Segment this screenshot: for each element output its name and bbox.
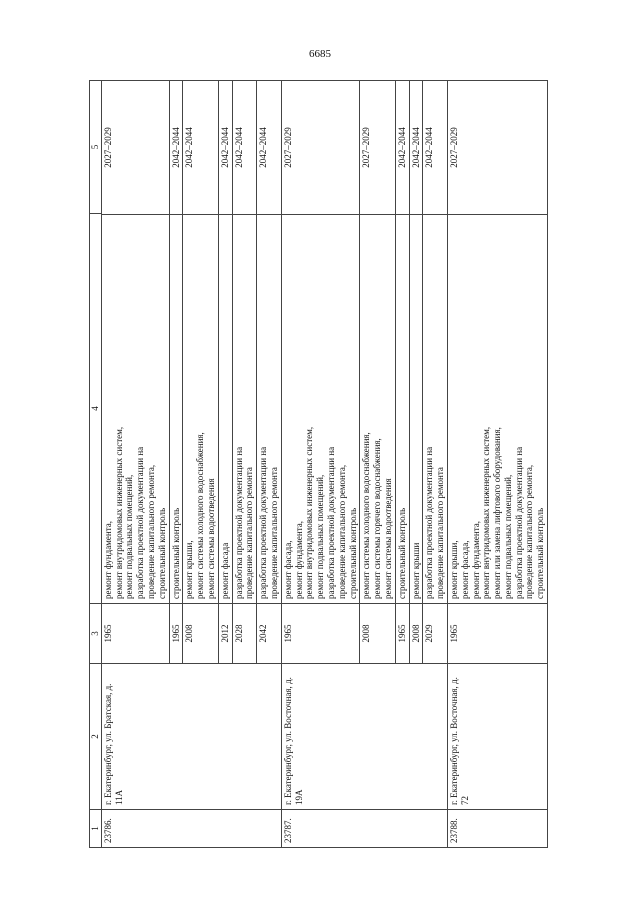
- work-item: ремонт крыши,: [184, 540, 195, 599]
- repair-period-cell: 2042–2044: [396, 127, 407, 168]
- work-block: [359, 81, 394, 663]
- construction-year-cell: 1965: [448, 603, 547, 663]
- works-list-cell: [360, 214, 394, 603]
- works-list-cell: [102, 214, 169, 603]
- column-number-row: [90, 81, 102, 848]
- work-item: разработка проектной документации на: [135, 446, 146, 599]
- work-block: [448, 81, 547, 663]
- works-group: [101, 81, 281, 664]
- table-row: [101, 81, 281, 848]
- repair-period-cell: 2042–2044: [410, 127, 421, 168]
- works-list-cell: [410, 214, 423, 603]
- work-item: ремонт крыши,: [448, 540, 459, 599]
- work-item: проведение капитального ремонта,: [524, 464, 535, 599]
- work-item: ремонт системы горячего водоснабжения,: [372, 438, 383, 599]
- address-cell: г. Екатеринбург, ул. Братская, д. 11А: [101, 664, 281, 810]
- rotated-table-frame: [89, 81, 579, 848]
- capital-repair-table: [89, 80, 548, 848]
- work-block: [422, 81, 447, 663]
- work-item: ремонт фасада,: [459, 540, 470, 599]
- construction-year-cell: 2028: [233, 603, 257, 663]
- work-item: строительный контроль: [535, 507, 546, 599]
- work-item: ремонт подвальных помещений,: [124, 474, 135, 599]
- table-row: [281, 81, 447, 848]
- repair-period-cell: 2042–2044: [170, 127, 181, 168]
- works-list-cell: [257, 214, 281, 603]
- construction-year-cell: 2012: [219, 603, 232, 663]
- repair-period-cell: 2027–2029: [448, 127, 459, 168]
- construction-year-cell: 1965: [396, 603, 409, 663]
- works-list-cell: [423, 214, 447, 603]
- page-number: 6685: [309, 48, 331, 60]
- work-item: ремонт крыши: [410, 542, 421, 599]
- works-group: [447, 81, 547, 664]
- work-item: строительный контроль: [347, 507, 358, 599]
- construction-year-cell: 2029: [423, 603, 447, 663]
- work-block: [395, 81, 409, 663]
- column-number: 2: [90, 664, 102, 810]
- column-number: 1: [90, 810, 102, 848]
- work-item: ремонт подвальных помещений,: [315, 474, 326, 599]
- table-row: [447, 81, 547, 848]
- work-item: ремонт системы холодного водоснабжения,: [361, 432, 372, 599]
- construction-year-cell: 2008: [360, 603, 394, 663]
- work-item: ремонт системы холодного водоснабжения,: [195, 432, 206, 599]
- works-group: [281, 81, 447, 664]
- work-item: строительный контроль: [396, 507, 407, 599]
- works-list-cell: [219, 214, 232, 603]
- construction-year-cell: 1965: [170, 603, 183, 663]
- works-list-cell: [170, 214, 183, 603]
- work-item: строительный контроль: [156, 507, 167, 599]
- work-block: [182, 81, 217, 663]
- work-item: разработка проектной документации на: [424, 446, 435, 599]
- address-cell: г. Екатеринбург, ул. Восточная, д. 19А: [281, 664, 447, 810]
- work-item: ремонт системы водоотведения: [205, 478, 216, 599]
- work-item: ремонт или замена лифтового оборудования,: [492, 427, 503, 599]
- repair-period-cell: 2042–2044: [424, 127, 435, 168]
- work-item: разработка проектной документации на: [233, 446, 244, 599]
- work-item: строительный контроль: [170, 507, 181, 599]
- work-item: ремонт внутридомовых инженерных систем,: [481, 426, 492, 599]
- column-number: 3: [90, 604, 102, 664]
- work-item: ремонт внутридомовых инженерных систем,: [113, 426, 124, 599]
- repair-period-cell: 2027–2029: [282, 127, 293, 168]
- work-block: [256, 81, 281, 663]
- work-item: проведение капитального ремонта: [435, 467, 446, 599]
- works-list-cell: [448, 214, 547, 603]
- construction-year-cell: 2008: [410, 603, 423, 663]
- construction-year-cell: 2008: [183, 603, 217, 663]
- work-item: ремонт фундамента,: [293, 521, 304, 599]
- work-block: [169, 81, 183, 663]
- construction-year-cell: 2042: [257, 603, 281, 663]
- repair-period-cell: 2027–2029: [361, 127, 372, 168]
- work-item: разработка проектной документации на: [258, 446, 269, 599]
- repair-period-cell: 2042–2044: [233, 127, 244, 168]
- work-item: ремонт подвальных помещений,: [502, 474, 513, 599]
- work-item: ремонт фасада,: [282, 540, 293, 599]
- works-list-cell: [396, 214, 409, 603]
- work-block: [218, 81, 232, 663]
- column-number: 5: [90, 81, 102, 214]
- works-list-cell: [233, 214, 257, 603]
- address-cell: г. Екатеринбург, ул. Восточная, д. 72: [447, 664, 547, 810]
- repair-period-cell: 2042–2044: [219, 127, 230, 168]
- work-item: разработка проектной документации на: [513, 446, 524, 599]
- work-item: ремонт фундамента,: [102, 521, 113, 599]
- row-number-cell: 23786.: [101, 810, 281, 848]
- works-list-cell: [282, 214, 360, 603]
- construction-year-cell: 1965: [102, 603, 169, 663]
- work-item: ремонт системы водоотведения: [382, 478, 393, 599]
- work-block: [232, 81, 257, 663]
- repair-period-cell: 2042–2044: [184, 127, 195, 168]
- work-item: проведение капитального ремонта,: [336, 464, 347, 599]
- work-item: проведение капитального ремонта: [244, 467, 255, 599]
- construction-year-cell: 1965: [282, 603, 360, 663]
- work-item: ремонт фундамента,: [470, 521, 481, 599]
- work-block: [409, 81, 423, 663]
- work-item: ремонт внутридомовых инженерных систем,: [304, 426, 315, 599]
- work-item: проведение капитального ремонта: [268, 467, 279, 599]
- column-number: 4: [90, 214, 102, 604]
- work-item: разработка проектной документации на: [325, 446, 336, 599]
- work-block: [282, 81, 360, 663]
- work-item: ремонт фасада: [219, 542, 230, 599]
- repair-period-cell: 2027–2029: [102, 127, 113, 168]
- row-number-cell: 23787.: [281, 810, 447, 848]
- work-block: [102, 81, 169, 663]
- work-item: проведение капитального ремонта,: [145, 464, 156, 599]
- repair-period-cell: 2042–2044: [258, 127, 269, 168]
- works-list-cell: [183, 214, 217, 603]
- row-number-cell: 23788.: [447, 810, 547, 848]
